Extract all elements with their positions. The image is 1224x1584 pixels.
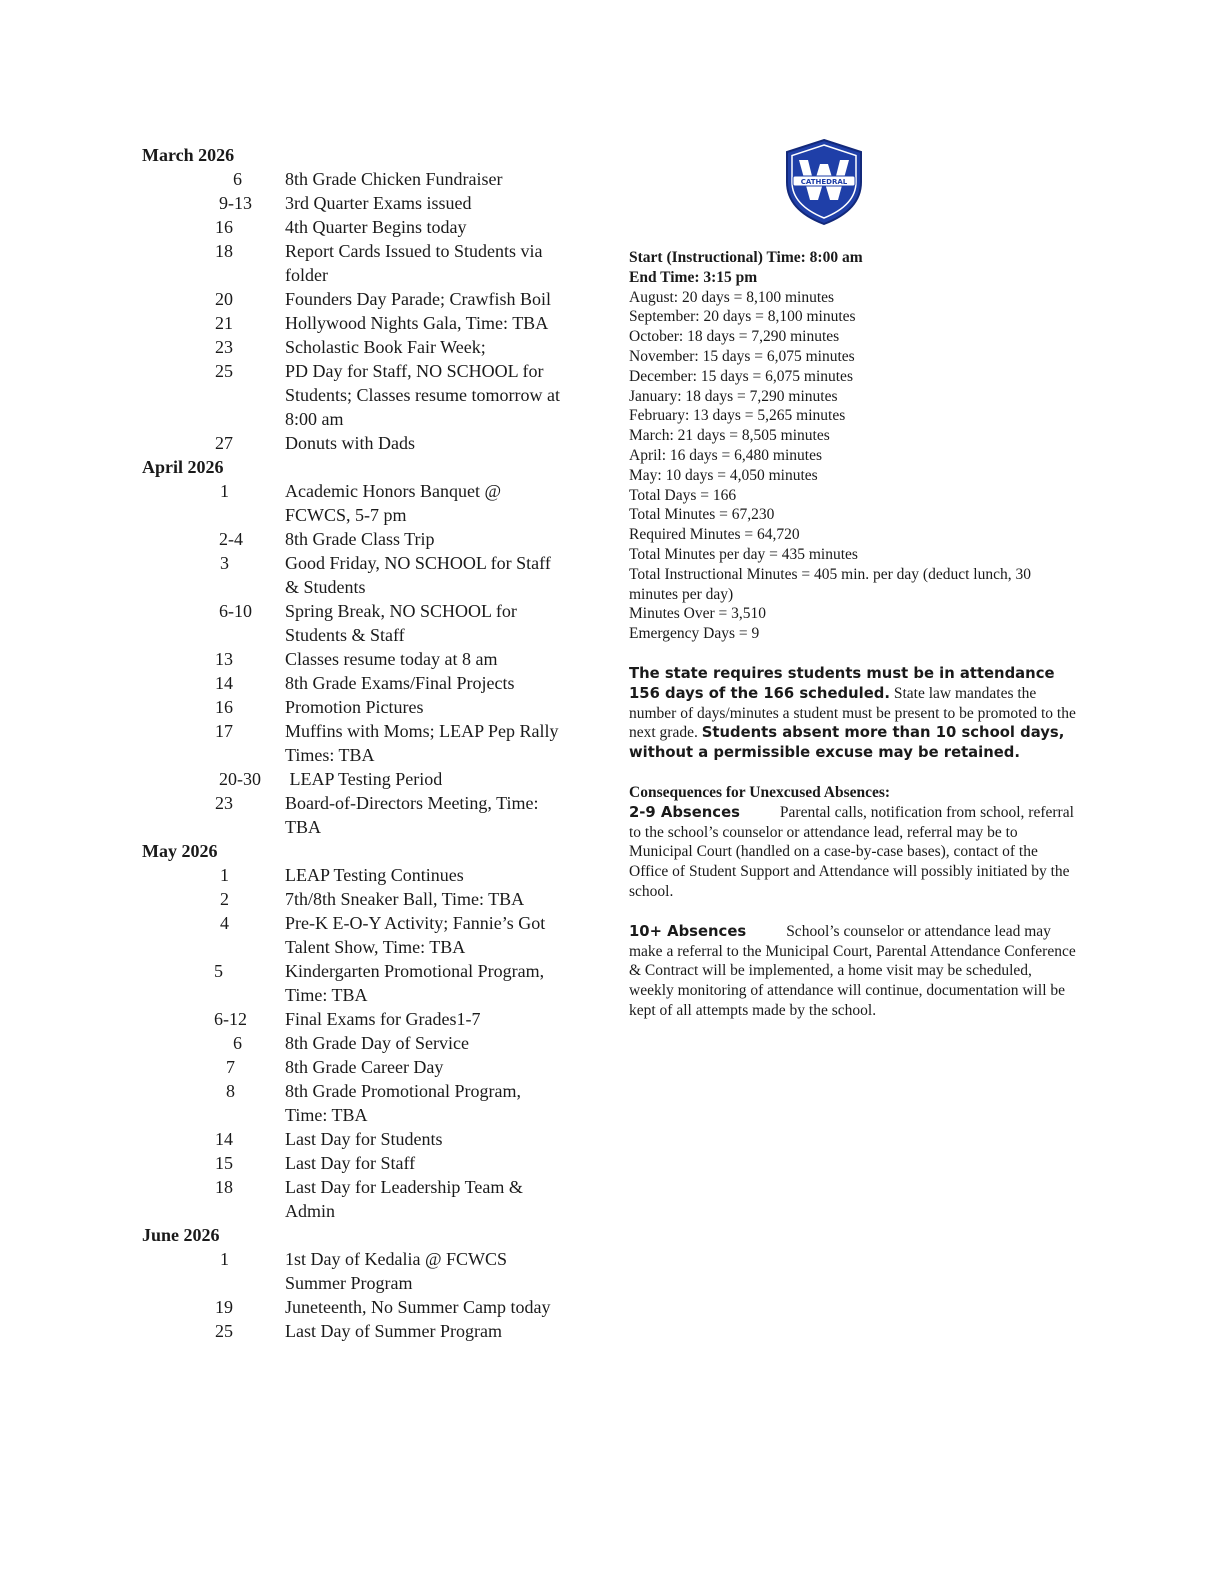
event-line: PD Day for Staff, NO SCHOOL for [285, 361, 544, 381]
event-description [285, 959, 585, 1007]
event-line: Last Day for Staff [285, 1153, 416, 1173]
calendar-column [142, 143, 592, 1343]
calendar-event [142, 1151, 592, 1175]
calendar-event [142, 1247, 592, 1295]
event-date: 27 [215, 433, 233, 453]
minutes-line: May: 10 days = 4,050 minutes [629, 466, 818, 484]
school-logo [629, 138, 1079, 248]
event-description [285, 191, 585, 215]
event-description [285, 239, 585, 287]
event-description [285, 863, 585, 887]
event-line: Admin [285, 1201, 336, 1221]
event-description [285, 1127, 585, 1151]
event-line: 8th Grade Promotional Program, [285, 1081, 521, 1101]
event-date: 9-13 [219, 193, 252, 213]
minutes-line: September: 20 days = 8,100 minutes [629, 308, 856, 326]
calendar-event [142, 431, 592, 455]
minutes-line: April: 16 days = 6,480 minutes [629, 446, 823, 464]
event-date: 21 [215, 313, 233, 333]
event-line: Classes resume today at 8 am [285, 649, 498, 669]
calendar-event [142, 719, 592, 767]
event-line: 7th/8th Sneaker Ball, Time: TBA [285, 889, 525, 909]
event-line: FCWCS, 5-7 pm [285, 505, 407, 525]
minutes-line: February: 13 days = 5,265 minutes [629, 407, 846, 425]
event-date: 16 [215, 697, 233, 717]
event-description [285, 359, 585, 431]
month-heading: March 2026 [142, 145, 235, 165]
event-description [285, 599, 585, 647]
event-line: Students & Staff [285, 625, 405, 645]
event-line: Board-of-Directors Meeting, Time: [285, 793, 539, 813]
event-line: Last Day for Leadership Team & [285, 1177, 523, 1197]
logo-banner-text: CATHEDRAL [800, 178, 848, 186]
calendar-event [142, 479, 592, 527]
event-date: 4 [220, 913, 229, 933]
event-line: LEAP Testing Continues [285, 865, 464, 885]
event-date: 18 [215, 1177, 233, 1197]
event-line: 8th Grade Chicken Fundraiser [285, 169, 503, 189]
event-date: 2 [220, 889, 229, 909]
school-crest-icon [781, 138, 867, 226]
calendar-event [142, 527, 592, 551]
event-description [285, 215, 585, 239]
event-line: Talent Show, Time: TBA [285, 937, 466, 957]
minutes-line: Total Minutes per day = 435 minutes [629, 545, 858, 563]
event-line: Last Day of Summer Program [285, 1321, 502, 1341]
event-line: 8th Grade Class Trip [285, 529, 435, 549]
event-description [285, 1151, 585, 1175]
event-date: 6-12 [214, 1009, 247, 1029]
event-line: Report Cards Issued to Students via [285, 241, 543, 261]
event-date: 23 [215, 337, 233, 357]
event-description [285, 791, 585, 839]
minutes-line: Total Instructional Minutes = 405 min. per day (deduct lunch, 30 minutes per day) [629, 565, 1031, 603]
event-description [285, 647, 585, 671]
month-heading: June 2026 [142, 1225, 220, 1245]
event-date: 1 [220, 481, 229, 501]
event-date: 15 [215, 1153, 233, 1173]
event-description [285, 335, 585, 359]
event-date: 23 [215, 793, 233, 813]
event-description [285, 311, 585, 335]
minutes-line: August: 20 days = 8,100 minutes [629, 288, 835, 306]
event-line: Hollywood Nights Gala, Time: TBA [285, 313, 549, 333]
calendar-event [142, 791, 592, 839]
calendar-event [142, 215, 592, 239]
event-date: 6 [233, 169, 242, 189]
event-line: LEAP Testing Period [285, 769, 443, 789]
minutes-line: Emergency Days = 9 [629, 625, 760, 643]
event-description [285, 287, 585, 311]
event-date: 17 [215, 721, 233, 741]
calendar-event [142, 167, 592, 191]
event-date: 20 [215, 289, 233, 309]
event-date: 3 [220, 553, 229, 573]
calendar-event [142, 911, 592, 959]
consequences-heading: Consequences for Unexcused Absences: [629, 783, 891, 801]
event-date: 8 [226, 1081, 235, 1101]
calendar-event [142, 671, 592, 695]
calendar-event [142, 887, 592, 911]
minutes-line: Minutes Over = 3,510 [629, 605, 767, 623]
calendar-event [142, 599, 592, 647]
event-line: Last Day for Students [285, 1129, 443, 1149]
event-line: Final Exams for Grades1-7 [285, 1009, 481, 1029]
event-line: Donuts with Dads [285, 433, 415, 453]
event-line: Academic Honors Banquet @ [285, 481, 502, 501]
event-line: Founders Day Parade; Crawfish Boil [285, 289, 551, 309]
minutes-line: Required Minutes = 64,720 [629, 526, 800, 544]
consequence-item [629, 803, 1079, 902]
event-date: 25 [215, 1321, 233, 1341]
event-date: 6 [233, 1033, 242, 1053]
month-heading: April 2026 [142, 457, 224, 477]
event-line: folder [285, 265, 328, 285]
calendar-event [142, 647, 592, 671]
event-date: 18 [215, 241, 233, 261]
event-line: 8:00 am [285, 409, 344, 429]
end-time: End Time: 3:15 pm [629, 268, 758, 286]
event-date: 2-4 [219, 529, 243, 549]
event-date: 19 [215, 1297, 233, 1317]
calendar-event [142, 287, 592, 311]
event-line: Juneteenth, No Summer Camp today [285, 1297, 551, 1317]
calendar-event [142, 1055, 592, 1079]
event-line: 8th Grade Day of Service [285, 1033, 469, 1053]
calendar-event [142, 191, 592, 215]
start-time: Start (Instructional) Time: 8:00 am [629, 249, 863, 266]
minutes-line: October: 18 days = 7,290 minutes [629, 328, 840, 346]
minutes-list [629, 288, 1079, 644]
calendar-event [142, 959, 592, 1007]
event-date: 1 [220, 1249, 229, 1269]
calendar-event [142, 359, 592, 431]
attendance-law: State law mandates the number of days/minutes a student must be present to be promoted to the next grade. [629, 684, 1076, 742]
event-description [285, 167, 585, 191]
calendar-event [142, 335, 592, 359]
minutes-line: Total Days = 166 [629, 486, 737, 504]
calendar-event [142, 1319, 592, 1343]
calendar-event [142, 1079, 592, 1127]
event-line: Time: TBA [285, 1105, 368, 1125]
minutes-line: March: 21 days = 8,505 minutes [629, 427, 830, 445]
event-line: Spring Break, NO SCHOOL for [285, 601, 517, 621]
minutes-line: December: 15 days = 6,075 minutes [629, 367, 853, 385]
event-description [285, 479, 585, 527]
info-column [629, 138, 1079, 1021]
event-description [285, 1319, 585, 1343]
consequence-text: School’s counselor or attendance lead may make a referral to the Municipal Court, Parental Attendance Conference & Contract will be implemented, a home visit may be scheduled, weekly monitoring of attendance will continue, documentation will be kept of all attempts made by the school. [629, 922, 1076, 1019]
event-line: Scholastic Book Fair Week; [285, 337, 486, 357]
event-description [285, 671, 585, 695]
event-date: 20-30 [219, 769, 261, 789]
event-description [285, 1007, 585, 1031]
event-line: Muffins with Moms; LEAP Pep Rally [285, 721, 559, 741]
event-date: 14 [215, 1129, 233, 1149]
minutes-line: November: 15 days = 6,075 minutes [629, 347, 855, 365]
event-date: 25 [215, 361, 233, 381]
consequence-label: 10+ Absences [629, 922, 747, 940]
event-description [285, 1175, 585, 1223]
consequence-item [629, 922, 1079, 1021]
event-description [285, 551, 585, 599]
event-line: 8th Grade Career Day [285, 1057, 444, 1077]
event-description [285, 695, 585, 719]
event-line: Pre-K E-O-Y Activity; Fannie’s Got [285, 913, 546, 933]
event-line: 1st Day of Kedalia @ FCWCS [285, 1249, 508, 1269]
calendar-event [142, 551, 592, 599]
attendance-paragraph [629, 664, 1079, 763]
event-line: Summer Program [285, 1273, 413, 1293]
event-description [285, 1079, 585, 1127]
event-date: 14 [215, 673, 233, 693]
event-description [285, 527, 585, 551]
event-line: Students; Classes resume tomorrow at [285, 385, 560, 405]
event-line: Time: TBA [285, 985, 368, 1005]
consequences-section [629, 783, 1079, 1021]
calendar-event [142, 239, 592, 287]
calendar-event [142, 1031, 592, 1055]
event-description [285, 1247, 585, 1295]
schedule-block [629, 248, 1079, 644]
event-description [285, 767, 585, 791]
calendar-event [142, 695, 592, 719]
event-description [285, 431, 585, 455]
event-date: 16 [215, 217, 233, 237]
consequence-text: Parental calls, notification from school, referral to the school’s counselor or attendance lead, referral may be to Municipal Court (handled on a case-by-case bases), contact of the Office of Student Support and Attendance will possibly initiated by the school. [629, 803, 1074, 900]
minutes-line: January: 18 days = 7,290 minutes [629, 387, 838, 405]
event-description [285, 1055, 585, 1079]
event-line: Kindergarten Promotional Program, [285, 961, 545, 981]
event-date: 13 [215, 649, 233, 669]
month-heading: May 2026 [142, 841, 218, 861]
event-line: Times: TBA [285, 745, 375, 765]
event-line: TBA [285, 817, 321, 837]
attendance-warning: Students absent more than 10 school days, without a permissible excuse may be retained. [629, 724, 1065, 762]
calendar-event [142, 863, 592, 887]
event-description [285, 1031, 585, 1055]
event-date: 7 [226, 1057, 235, 1077]
calendar-event [142, 1175, 592, 1223]
event-line: Promotion Pictures [285, 697, 424, 717]
event-line: Good Friday, NO SCHOOL for Staff [285, 553, 551, 573]
consequence-label: 2-9 Absences [629, 803, 740, 821]
event-description [285, 887, 585, 911]
event-date: 5 [214, 961, 223, 981]
event-date: 1 [220, 865, 229, 885]
calendar-event [142, 1007, 592, 1031]
event-line: & Students [285, 577, 366, 597]
attendance-intro: The state requires students must be in attendance 156 days of the 166 scheduled. [629, 664, 1055, 702]
calendar-event [142, 1295, 592, 1319]
calendar-event [142, 1127, 592, 1151]
event-line: 4th Quarter Begins today [285, 217, 467, 237]
calendar-event [142, 311, 592, 335]
event-description [285, 911, 585, 959]
event-line: 8th Grade Exams/Final Projects [285, 673, 515, 693]
event-line: 3rd Quarter Exams issued [285, 193, 472, 213]
event-description [285, 1295, 585, 1319]
event-description [285, 719, 585, 767]
minutes-line: Total Minutes = 67,230 [629, 506, 775, 524]
calendar-event [142, 767, 592, 791]
event-date: 6-10 [219, 601, 252, 621]
